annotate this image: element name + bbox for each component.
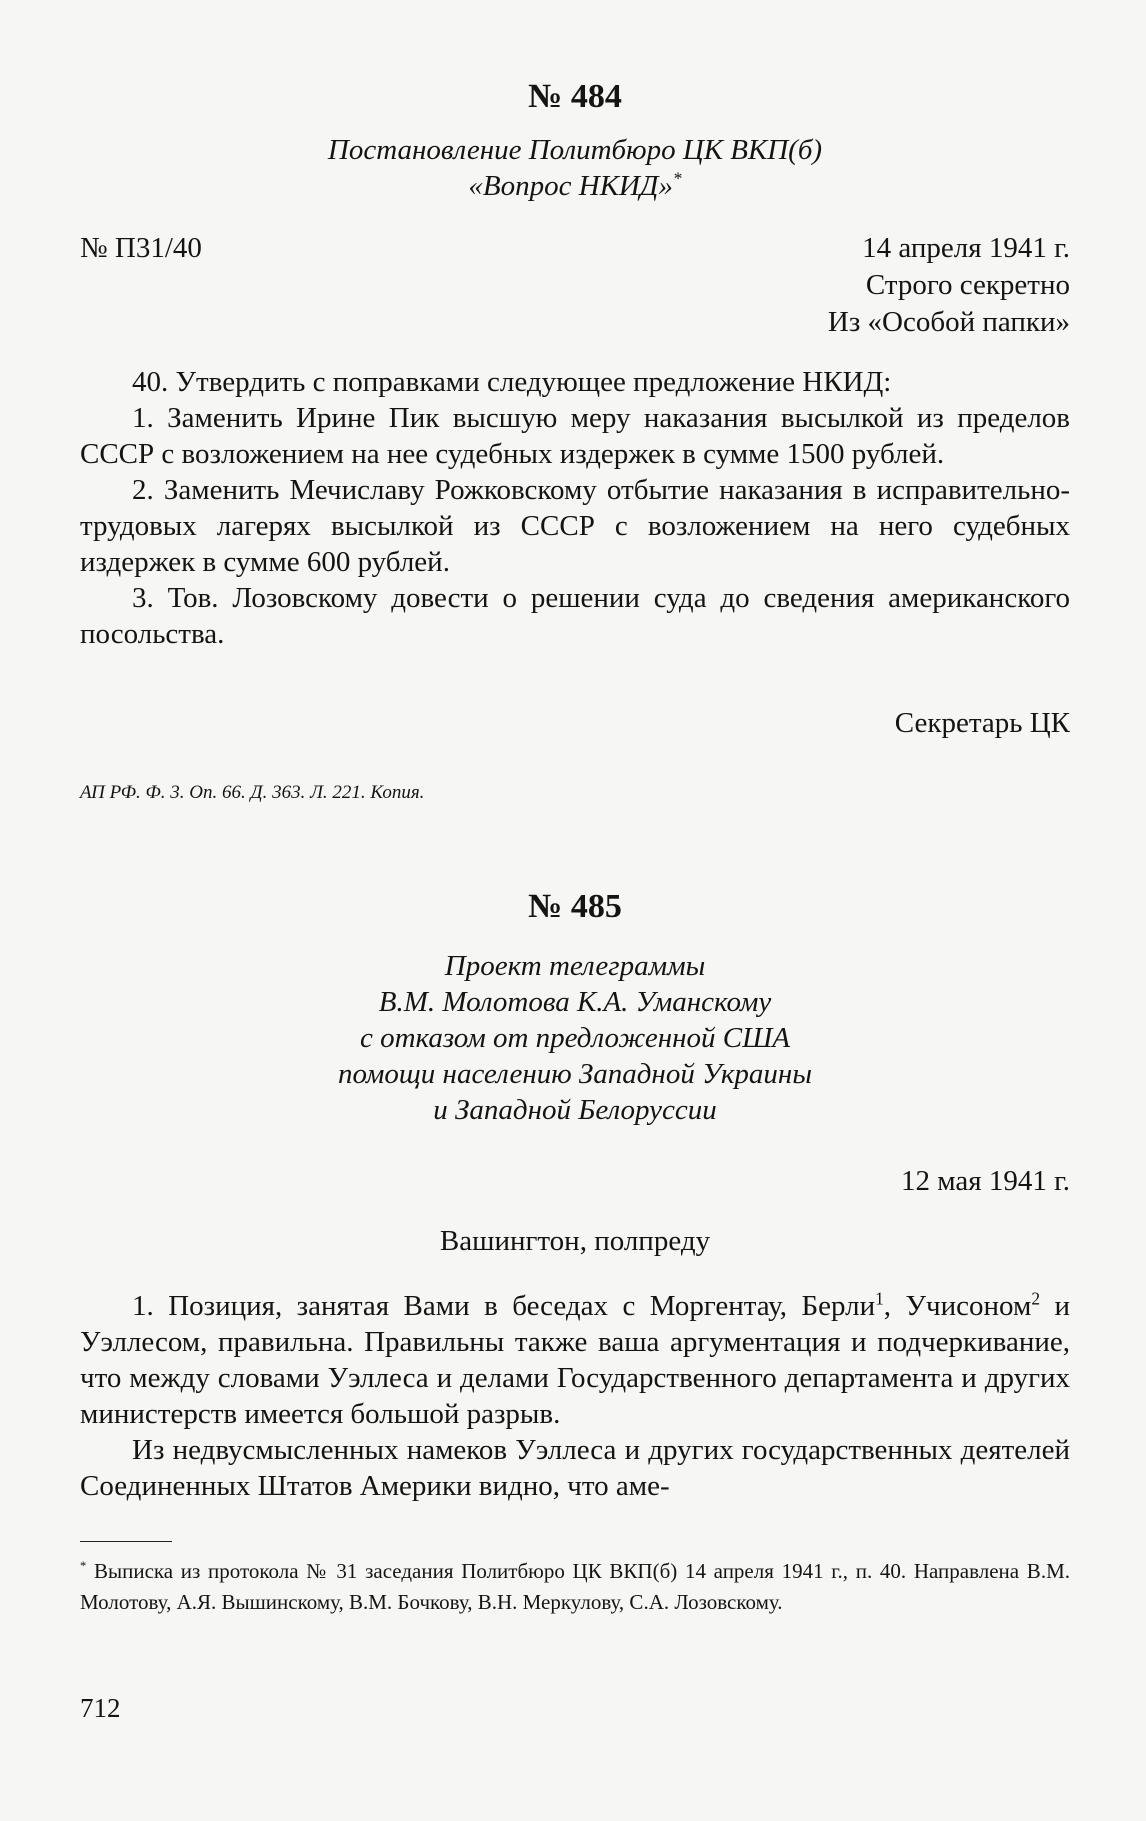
doc-484-body	[80, 364, 1070, 652]
addressee: Вашингтон, полпреду	[439, 1225, 711, 1257]
doc-484-subtitle: «Вопрос НКИД»*	[468, 168, 682, 202]
doc-485-title-line: и Западной Белоруссии	[433, 1094, 717, 1126]
footnote-marker: *	[672, 168, 682, 189]
paragraph-2: Из недвусмысленных намеков Уэллеса и других государственных деятелей Соединенных Штатов Америки видно, что аме-	[80, 1434, 1070, 1502]
footnote-marker: *	[80, 1559, 87, 1573]
paragraph-2: 2. Заменить Мечиславу Рожковскому отбытие наказания в исправительно-трудовых лагерях высылкой из СССР с возложением на него судебных издержек в сумме 600 рублей.	[80, 474, 1070, 578]
paragraph-40: 40. Утвердить с поправками следующее предложение НКИД:	[132, 366, 892, 398]
doc-485-title-line: с отказом от предложенной США	[359, 1022, 791, 1054]
archive-source: АП РФ. Ф. 3. Оп. 66. Д. 363. Л. 221. Копия.	[80, 782, 425, 803]
footnote: * Выписка из протокола № 31 заседания Политбюро ЦК ВКП(б) 14 апреля 1941 г., п. 40. Направлена В.М. Молотову, А.Я. Вышинскому, В.М. Бочкову, В.Н. Меркулову, С.А. Лозовскому.	[80, 1559, 1070, 1614]
doc-485-title-line: В.М. Молотова К.А. Уманскому	[378, 986, 772, 1018]
doc-484-reg-number: № П31/40	[80, 232, 202, 264]
doc-485-date: 12 мая 1941 г.	[901, 1165, 1070, 1197]
special-folder-stamp: Из «Особой папки»	[827, 306, 1070, 338]
secrecy-stamp: Строго секретно	[865, 269, 1070, 301]
doc-484-date: 14 апреля 1941 г.	[862, 232, 1070, 264]
page-number: 712	[80, 1693, 121, 1723]
signature: Секретарь ЦК	[894, 707, 1070, 739]
doc-485-number: № 485	[528, 888, 622, 925]
doc-485-title-line: Проект телеграммы	[444, 950, 706, 982]
footnote-divider	[80, 1541, 172, 1542]
doc-484-title: Постановление Политбюро ЦК ВКП(б)	[327, 134, 823, 166]
footnote-marker: 1	[875, 1288, 884, 1309]
paragraph-3: 3. Тов. Лозовскому довести о решении суда до сведения американского посольства.	[80, 582, 1070, 650]
footnote-marker: 2	[1031, 1288, 1041, 1309]
doc-485-title-line: помощи населению Западной Украины	[338, 1058, 812, 1090]
paragraph-1: 1. Заменить Ирине Пик высшую меру наказания высылкой из пределов СССР с возложением на нее судебных издержек в сумме 1500 рублей.	[80, 402, 1070, 470]
paragraph-1: 1. Позиция, занятая Вами в беседах с Моргентау, Берли$^1$, Учисоном$^2$ и Уэллесом, правильна. Правильны также ваша аргументация и подчеркивание, что между словами Уэллеса и делами Государственного департамента и других министерств имеется большой разрыв.	[80, 1288, 1070, 1430]
doc-485-body	[80, 1288, 1070, 1504]
doc-484-number: № 484	[528, 78, 622, 115]
